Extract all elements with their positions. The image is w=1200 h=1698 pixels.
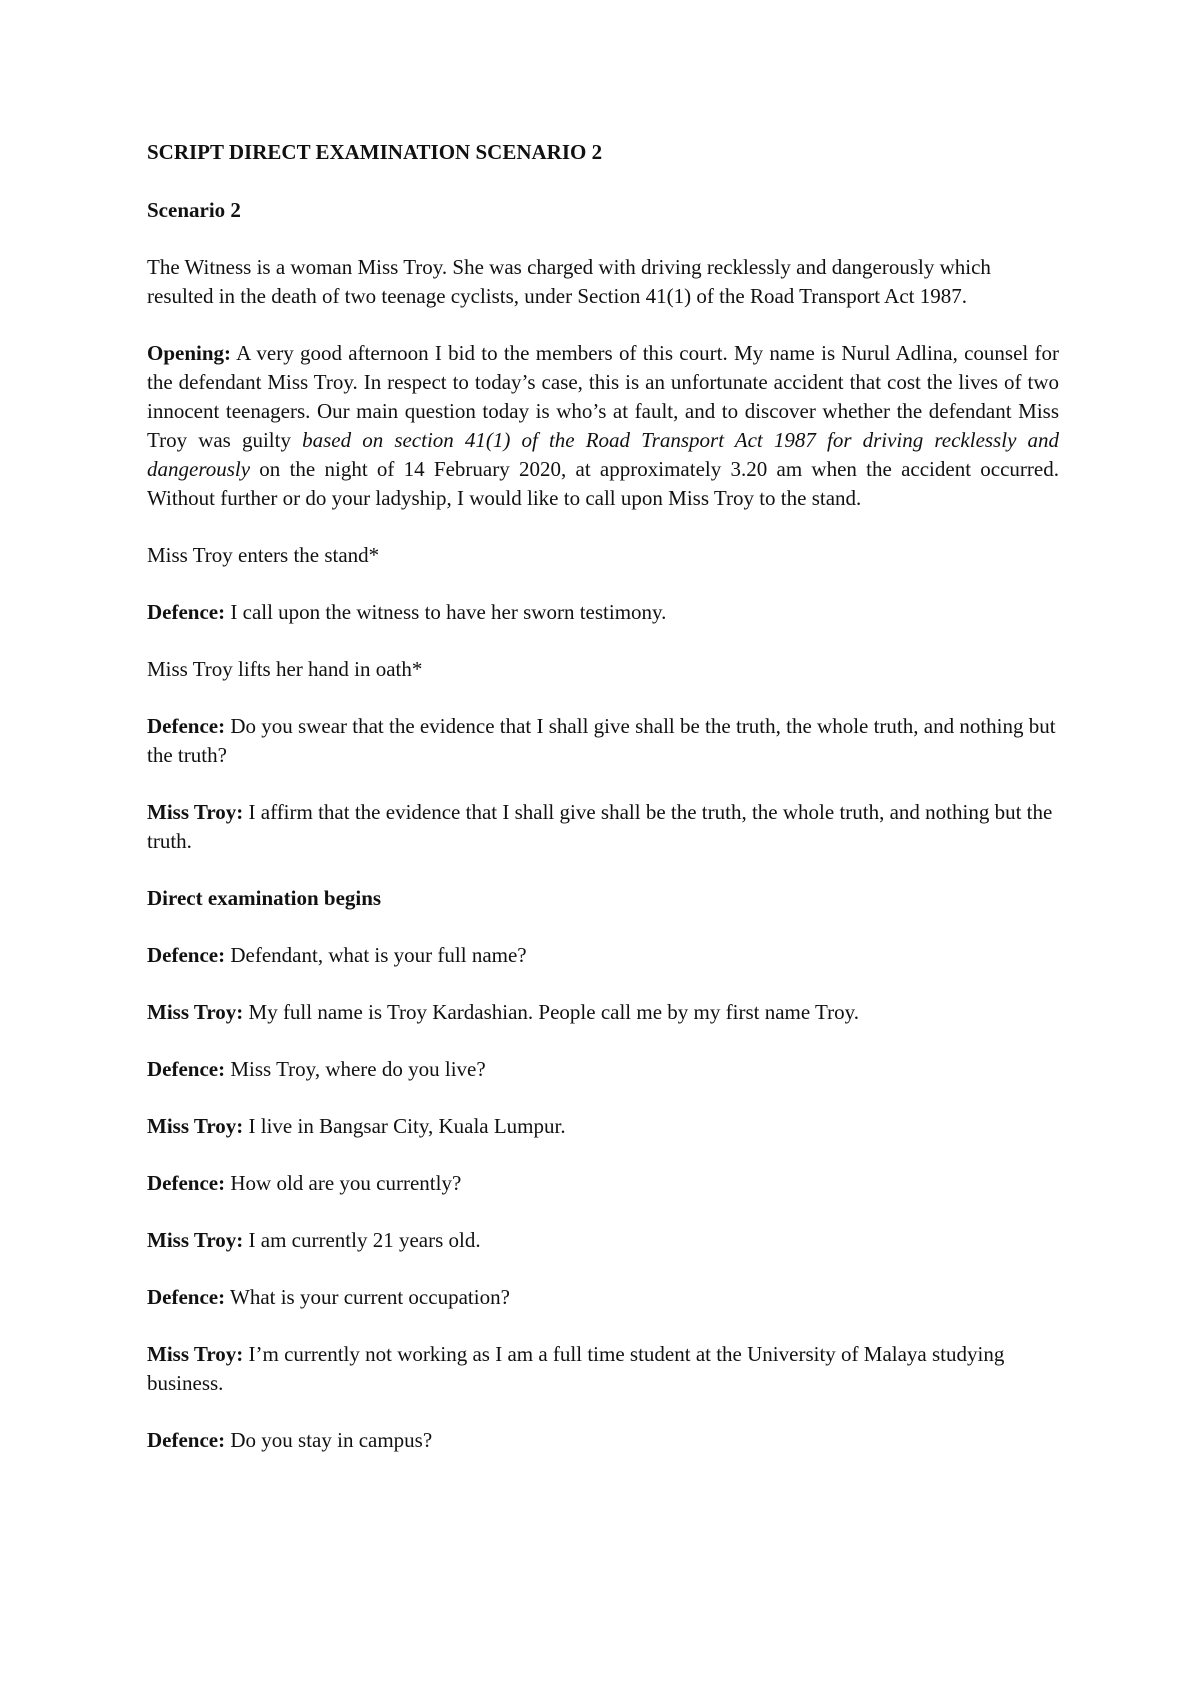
opening-text-1: A very good afternoon I bid to the members of this court. My name is Nurul Adlina, counsel for the defendant Miss Troy. In respect to today’s case, this is an unfortunate accident that cost the lives of two innocent teenagers. Our main question today is who’s at fault, and to discover whether the defendant Miss Troy was guilty (147, 341, 1059, 452)
dialogue-line (147, 1283, 1059, 1312)
dialogue-text: I live in Bangsar City, Kuala Lumpur. (243, 1114, 566, 1138)
dialogue-text: My full name is Troy Kardashian. People call me by my first name Troy. (243, 1000, 860, 1024)
dialogue-line (147, 798, 1059, 856)
speaker-label: Miss Troy: (147, 1342, 244, 1366)
speaker-label: Miss Troy: (147, 1114, 244, 1138)
speaker-label: Miss Troy: (147, 1228, 244, 1252)
dialogue-line (147, 1226, 1059, 1255)
section-heading: Direct examination begins (147, 886, 382, 910)
document-page (147, 138, 1059, 1483)
opening-label: Opening: (147, 341, 232, 365)
dialogue-text: I’m currently not working as I am a full time student at the University of Malaya studying business. (147, 1342, 1005, 1395)
speaker-label: Defence: (147, 1057, 226, 1081)
speaker-label: Defence: (147, 1285, 226, 1309)
dialogue-line (147, 1340, 1059, 1398)
document-title: SCRIPT DIRECT EXAMINATION SCENARIO 2 (147, 140, 603, 164)
dialogue-text: I am currently 21 years old. (243, 1228, 481, 1252)
dialogue-line (147, 941, 1059, 970)
speaker-label: Defence: (147, 714, 226, 738)
dialogue-line (147, 712, 1059, 770)
speaker-label: Miss Troy: (147, 800, 244, 824)
dialogue-text: I call upon the witness to have her sworn testimony. (225, 600, 667, 624)
dialogue-line (147, 598, 1059, 627)
dialogue-text: I affirm that the evidence that I shall give shall be the truth, the whole truth, and nothing but the truth. (147, 800, 1053, 853)
speaker-label: Defence: (147, 600, 226, 624)
opening-text-2: on the night of 14 February 2020, at approximately 3.20 am when the accident occurred. Without further or do your ladyship, I would like to call upon Miss Troy to the stand. (147, 457, 1059, 510)
speaker-label: Defence: (147, 943, 226, 967)
dialogue-text: How old are you currently? (225, 1171, 462, 1195)
stage-direction-oath: Miss Troy lifts her hand in oath* (147, 657, 423, 681)
dialogue-line (147, 998, 1059, 1027)
opening-paragraph (147, 339, 1059, 513)
scenario-heading: Scenario 2 (147, 198, 241, 222)
dialogue-line (147, 1112, 1059, 1141)
dialogue-text: Defendant, what is your full name? (225, 943, 527, 967)
dialogue-text: Do you stay in campus? (225, 1428, 433, 1452)
intro-paragraph: The Witness is a woman Miss Troy. She was charged with driving recklessly and dangerously which resulted in the death of two teenage cyclists, under Section 41(1) of the Road Transport Act 1987. (147, 255, 991, 308)
dialogue-text: What is your current occupation? (225, 1285, 510, 1309)
dialogue-text: Miss Troy, where do you live? (225, 1057, 486, 1081)
dialogue-line (147, 1169, 1059, 1198)
stage-direction-enters: Miss Troy enters the stand* (147, 543, 380, 567)
speaker-label: Defence: (147, 1428, 226, 1452)
dialogue-line (147, 1055, 1059, 1084)
opening-text-italic: based on section 41(1) of the Road Transport Act 1987 for driving recklessly and dangerously (147, 428, 1060, 481)
dialogue-text: Do you swear that the evidence that I shall give shall be the truth, the whole truth, and nothing but the truth? (147, 714, 1056, 767)
speaker-label: Miss Troy: (147, 1000, 244, 1024)
dialogue-line (147, 1426, 1059, 1455)
speaker-label: Defence: (147, 1171, 226, 1195)
